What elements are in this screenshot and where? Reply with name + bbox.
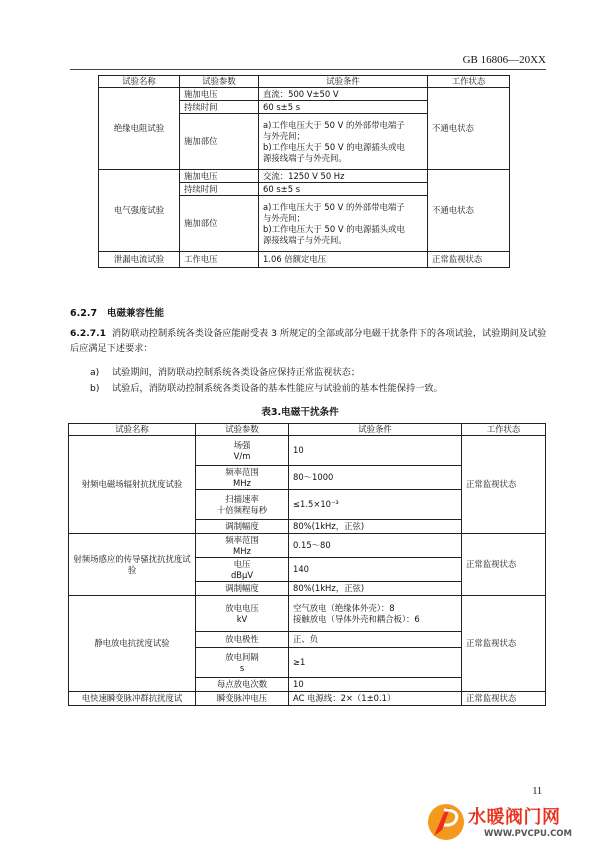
work-state-cell: 正常监视状态: [428, 252, 510, 268]
header-rule: [70, 69, 546, 70]
cell-line: s: [239, 662, 245, 673]
cell-line: ≤1.5×10⁻³: [293, 499, 339, 509]
cell-line: MHz: [233, 477, 251, 488]
test-param-cell: 施加电压: [180, 170, 259, 183]
test-name-cell: 射频电磁场辐射抗扰度试验: [69, 436, 196, 534]
cell-line: 调制幅度: [225, 583, 259, 593]
test-condition-cell: [259, 101, 428, 114]
cell-line: 频率范围: [225, 466, 259, 477]
section-number: 6.2.7: [70, 308, 98, 319]
cell-line: 场强: [233, 439, 251, 450]
cell-line: 80～1000: [293, 472, 334, 482]
test-condition-cell: [289, 648, 462, 678]
test-param-cell: [196, 648, 289, 678]
cell-line: ≥1: [293, 657, 306, 667]
test-condition-cell: [289, 520, 462, 534]
test-condition-cell: [289, 466, 462, 490]
test-condition-cell: [289, 534, 462, 558]
test-param-cell: [196, 534, 289, 558]
cell-line: 扫描速率: [225, 493, 259, 504]
cell-line: 与外壳间；: [263, 130, 305, 141]
cell-line: b)工作电压大于 50 V 的电源插头或电: [263, 223, 405, 234]
cell-line: 直流：500 V±50 V: [263, 88, 339, 99]
col-work-state: 工作状态: [428, 76, 510, 88]
cell-line: 与外壳间；: [263, 212, 305, 223]
clause-text: 消防联动控制系统各类设备应能耐受表 3 所规定的全部或部分电磁干扰条件下的各项试验，试验期间及试验后应满足下述要求：: [70, 328, 547, 354]
test-condition-cell: [259, 196, 428, 252]
item-text: 试验期间，消防联动控制系统各类设备应保持正常监视状态；: [112, 367, 361, 378]
test-param-cell: [196, 678, 289, 692]
cell-line: 调制幅度: [225, 521, 259, 531]
logo-url: WWW.PVCPU.COM: [484, 829, 572, 839]
cell-line: 源接线端子与外壳间。: [263, 152, 347, 163]
cell-line: 空气放电（绝缘体外壳）：8: [293, 602, 395, 613]
work-state-cell: 正常监视状态: [462, 436, 546, 534]
test-param-cell: [196, 558, 289, 582]
section-title: 电磁兼容性能: [107, 308, 165, 319]
table-row: [99, 252, 510, 268]
cell-line: 交流：1250 V 50 Hz: [263, 170, 345, 181]
item-text: 试验后，消防联动控制系统各类设备的基本性能应与试验前的基本性能保持一致。: [112, 383, 443, 394]
table-header-row: [99, 76, 510, 88]
test-condition-cell: [259, 88, 428, 101]
test-param-cell: [196, 466, 289, 490]
test-condition-cell: [289, 678, 462, 692]
col-test-param: 试验参数: [180, 76, 259, 88]
cell-line: 接触放电（导体外壳和耦合板）：6: [293, 613, 420, 624]
test-condition-cell: [259, 252, 428, 268]
cell-line: 140: [293, 564, 309, 574]
test-param-cell: 施加部位: [180, 196, 259, 252]
cell-line: 放电电压: [225, 602, 259, 613]
col-test-condition: 试验条件: [289, 424, 462, 436]
cell-line: 0.15～80: [293, 540, 331, 550]
table-row: [69, 534, 546, 558]
test-param-cell: [196, 520, 289, 534]
test-param-cell: 持续时间: [180, 183, 259, 196]
test-param-cell: [196, 692, 289, 706]
cell-line: a)工作电压大于 50 V 的外部带电端子: [263, 119, 405, 130]
insulation-test-table: [98, 75, 510, 268]
clause-paragraph: [70, 326, 548, 356]
work-state-cell: 不通电状态: [428, 170, 510, 252]
cell-line: 十倍频程每秒: [216, 504, 268, 515]
cell-line: 1.06 倍额定电压: [263, 254, 327, 264]
test-name-cell: 射频场感应的传导骚扰抗扰度试验: [69, 534, 196, 596]
test-condition-cell: [259, 114, 428, 170]
col-test-param: 试验参数: [196, 424, 289, 436]
test-param-cell: 施加电压: [180, 88, 259, 101]
work-state-cell: 正常监视状态: [462, 534, 546, 596]
test-condition-cell: [289, 596, 462, 632]
cell-line: MHz: [233, 545, 251, 556]
test-condition-cell: [289, 692, 462, 706]
cell-line: 正、负: [293, 634, 319, 644]
test-name-cell: 电气强度试验: [99, 170, 180, 252]
cell-line: V/m: [233, 450, 251, 461]
test-param-cell: [196, 436, 289, 466]
cell-line: 频率范围: [225, 534, 259, 545]
test-name-cell: 电快速瞬变脉冲群抗扰度试: [69, 692, 196, 706]
test-condition-cell: [259, 170, 428, 183]
cell-line: dBμV: [230, 569, 254, 580]
cell-line: 80%(1kHz，正弦): [293, 583, 365, 593]
cell-line: 源接线端子与外壳间。: [263, 234, 347, 245]
cell-line: 放电间隔: [225, 651, 259, 662]
work-state-cell: 正常监视状态: [462, 596, 546, 692]
col-work-state: 工作状态: [462, 424, 546, 436]
table-row: [69, 596, 546, 632]
test-condition-cell: [289, 436, 462, 466]
logo-text: 水暖阀门网: [468, 807, 561, 828]
cell-line: kV: [236, 613, 248, 624]
clause-number: 6.2.7.1: [70, 328, 107, 339]
test-condition-cell: [289, 490, 462, 520]
test-param-cell: [196, 490, 289, 520]
work-state-cell: 不通电状态: [428, 88, 510, 170]
cell-line: 80%(1kHz，正弦): [293, 521, 365, 531]
col-test-name: 试验名称: [69, 424, 196, 436]
table-row: [69, 692, 546, 706]
test-param-cell: 工作电压: [180, 252, 259, 268]
cell-line: 60 s±5 s: [263, 101, 301, 112]
cell-line: a)工作电压大于 50 V 的外部带电端子: [263, 201, 405, 212]
table-row: [99, 88, 510, 101]
table-row: [99, 170, 510, 183]
cell-line: b)工作电压大于 50 V 的电源插头或电: [263, 141, 405, 152]
test-name-cell: 静电放电抗扰度试验: [69, 596, 196, 692]
emc-conditions-table: [68, 423, 546, 706]
page-number: 11: [532, 786, 542, 797]
test-name-cell: 绝缘电阻试验: [99, 88, 180, 170]
section-heading: [70, 305, 164, 319]
test-name-cell: 泄漏电流试验: [99, 252, 180, 268]
standard-code: GB 16806—20XX: [462, 54, 546, 66]
cell-line: 10: [293, 445, 304, 455]
test-condition-cell: [289, 582, 462, 596]
item-mark: b): [90, 383, 100, 394]
table-title: 表3.电磁干扰条件: [261, 407, 339, 418]
item-mark: a): [90, 367, 100, 378]
requirement-item: [90, 380, 443, 394]
cell-line: 每点放电次数: [216, 679, 268, 689]
cell-line: 10: [293, 679, 304, 689]
work-state-cell: 正常监视状态: [462, 692, 546, 706]
cell-line: AC 电源线：2×（1±0.1）: [293, 693, 396, 703]
test-param-cell: [196, 582, 289, 596]
test-condition-cell: [289, 632, 462, 648]
table-row: [69, 436, 546, 466]
test-condition-cell: [259, 183, 428, 196]
test-condition-cell: [289, 558, 462, 582]
col-test-name: 试验名称: [99, 76, 180, 88]
col-test-condition: 试验条件: [259, 76, 428, 88]
test-param-cell: 施加部位: [180, 114, 259, 170]
cell-line: 60 s±5 s: [263, 183, 301, 194]
requirement-item: [90, 364, 360, 378]
cell-line: 电压: [233, 558, 251, 569]
cell-line: 瞬变脉冲电压: [216, 693, 268, 703]
test-param-cell: 持续时间: [180, 101, 259, 114]
cell-line: 放电极性: [225, 634, 259, 644]
table-header-row: [69, 424, 546, 436]
test-param-cell: [196, 596, 289, 632]
test-param-cell: [196, 632, 289, 648]
